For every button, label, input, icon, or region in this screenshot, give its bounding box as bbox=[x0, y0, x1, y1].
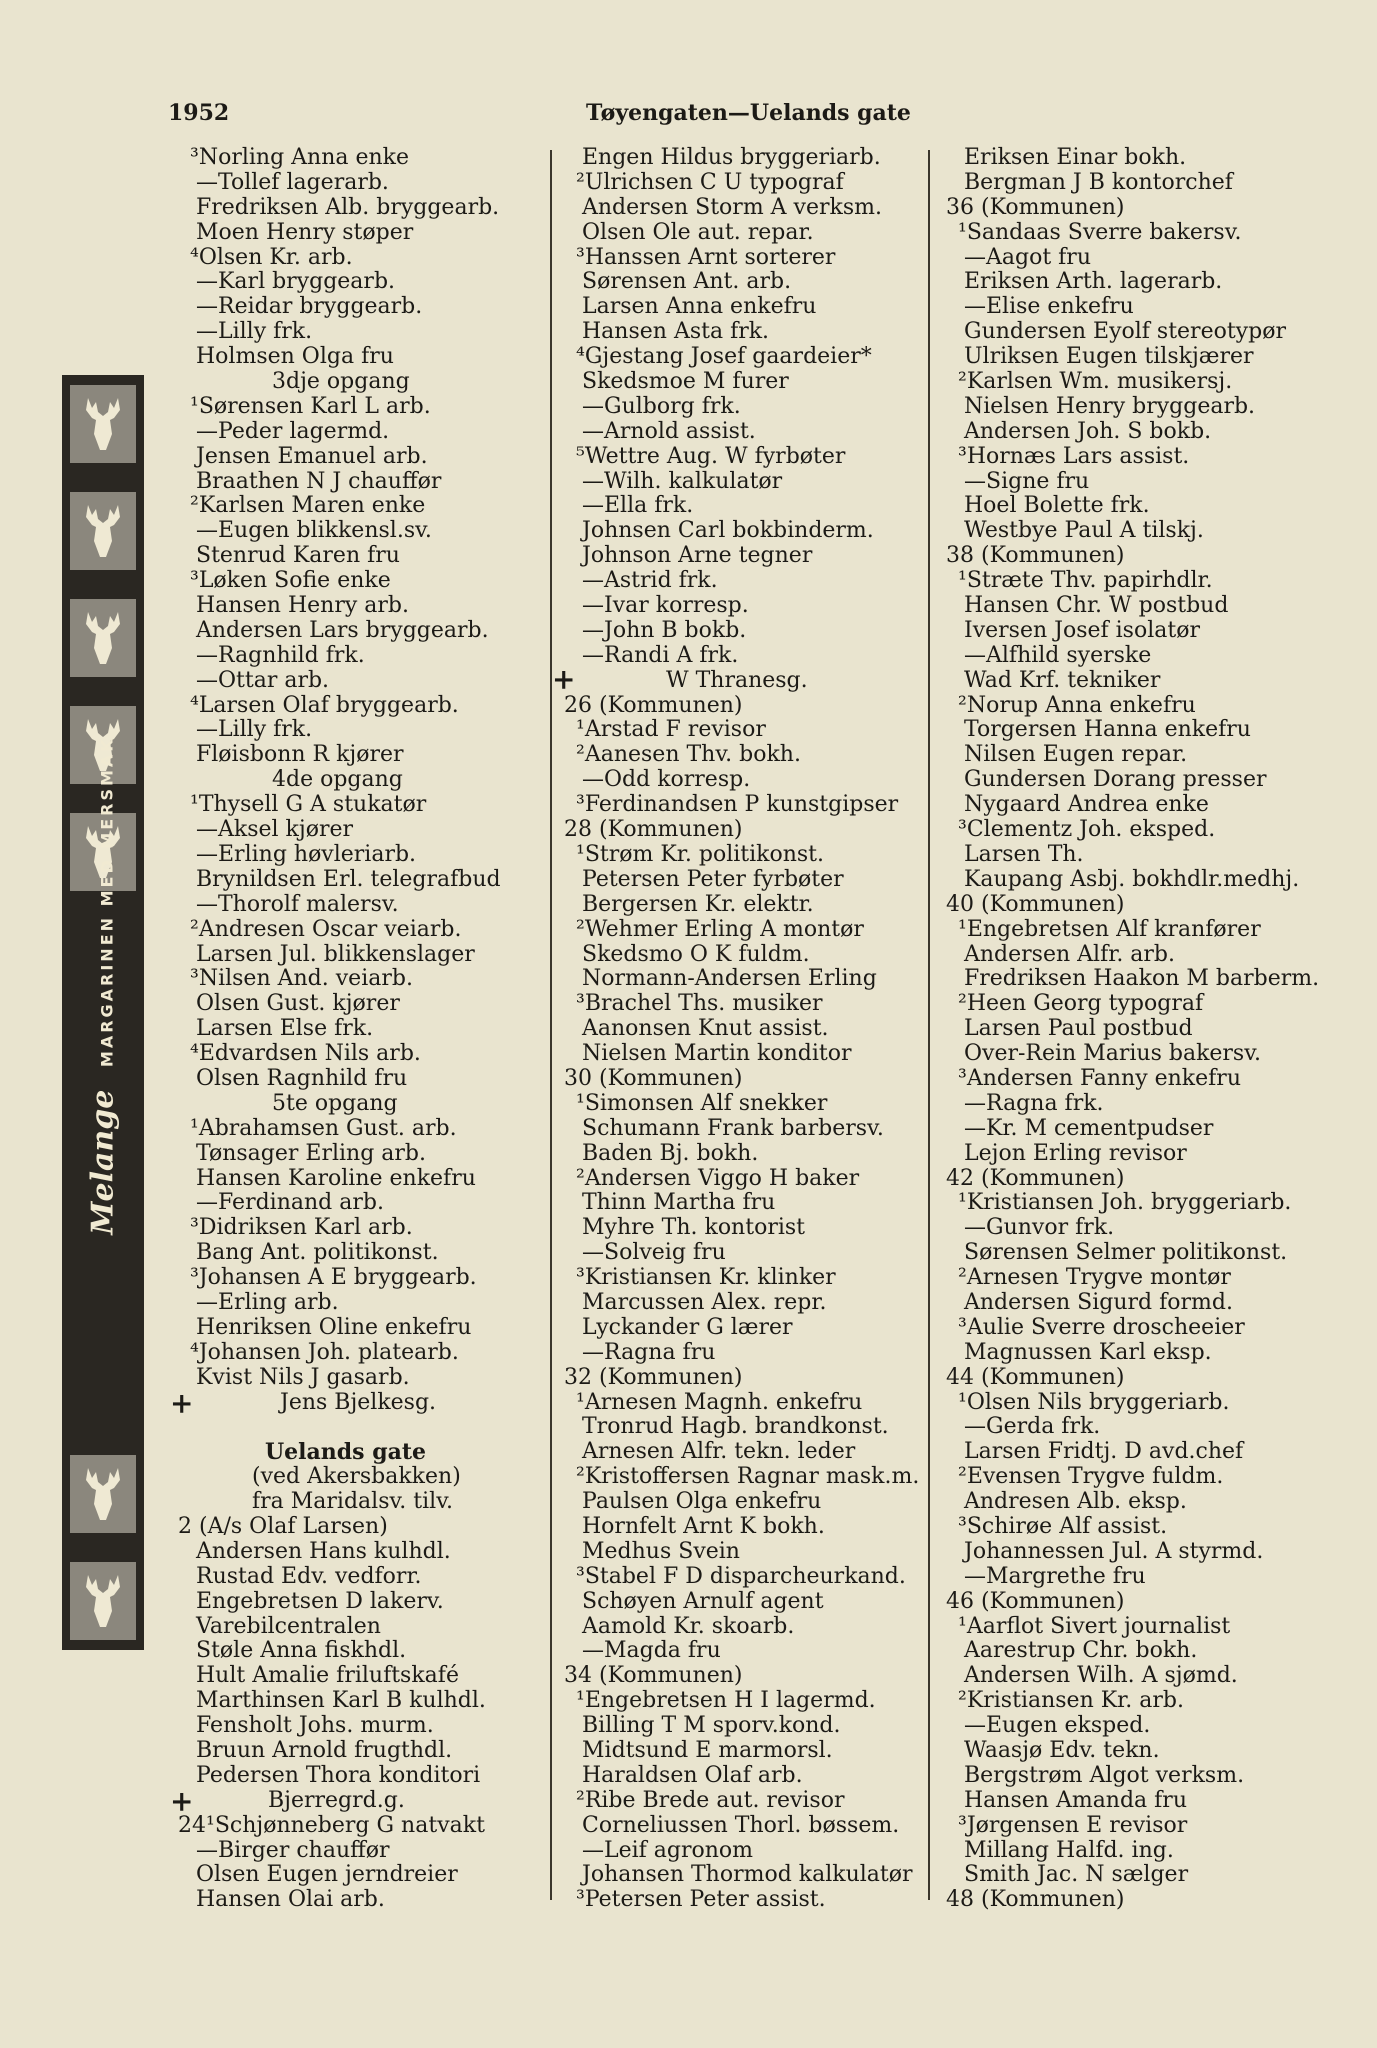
list-item: Sørensen Selmer politikonst. bbox=[964, 1240, 1288, 1266]
list-item: Petersen Peter fyrbøter bbox=[582, 866, 844, 892]
list-item: Johnson Arne tegner bbox=[582, 543, 813, 569]
list-item: Tønsager Erling arb. bbox=[196, 1140, 427, 1166]
list-item: Johnsen Carl bokbinderm. bbox=[582, 518, 874, 544]
list-item: ²Norup Anna enkefru bbox=[958, 692, 1196, 718]
list-item: ¹Thysell G A stukatør bbox=[190, 792, 427, 818]
list-item: ¹Aarflot Sivert journalist bbox=[958, 1613, 1231, 1639]
deer-head-icon bbox=[70, 1562, 136, 1640]
list-item: Støle Anna fiskhdl. bbox=[196, 1638, 407, 1664]
list-item: Bruun Arnold frugthdl. bbox=[196, 1738, 453, 1763]
list-item: —Kr. M cementpudser bbox=[964, 1115, 1214, 1141]
list-item: Stenrud Karen fru bbox=[196, 543, 400, 569]
list-item: ⁵Wettre Aug. W fyrbøter bbox=[576, 443, 846, 469]
list-item: ⁴Edvardsen Nils arb. bbox=[190, 1041, 421, 1067]
list-item: —Aksel kjører bbox=[196, 817, 354, 843]
list-item: Millang Halfd. ing. bbox=[964, 1837, 1174, 1863]
list-item: ³Nilsen And. veiarb. bbox=[190, 966, 413, 992]
list-item: Jensen Emanuel arb. bbox=[196, 443, 428, 469]
cross-street-label: Jens Bjelkesg. bbox=[280, 1389, 437, 1415]
deer-head-icon bbox=[70, 385, 136, 463]
list-item: Andersen Joh. S bokb. bbox=[964, 418, 1212, 444]
running-head: Tøyengaten—Uelands gate bbox=[586, 100, 911, 126]
column-divider bbox=[550, 150, 552, 1900]
list-item: —Solveig fru bbox=[582, 1240, 726, 1266]
list-item: Ulriksen Eugen tilskjærer bbox=[964, 344, 1254, 370]
list-item: Larsen Jul. blikkenslager bbox=[196, 941, 475, 967]
list-item: Larsen Anna enkefru bbox=[582, 294, 817, 320]
list-item: ¹Stræte Thv. papirhdlr. bbox=[958, 568, 1213, 594]
list-item: —Ragnhild frk. bbox=[196, 642, 365, 668]
list-item: Johansen Thormod kalkulatør bbox=[582, 1862, 913, 1888]
list-item: Schøyen Arnulf agent bbox=[582, 1588, 824, 1614]
list-item: —Ella frk. bbox=[582, 493, 694, 519]
list-item: ³Didriksen Karl arb. bbox=[190, 1215, 413, 1241]
list-item: —Signe fru bbox=[964, 468, 1090, 494]
list-item: ¹Engebretsen H I lagermd. bbox=[576, 1688, 876, 1714]
list-item: ³Hanssen Arnt sorterer bbox=[576, 244, 836, 270]
list-item: —Eugen blikkensl.sv. bbox=[196, 518, 432, 544]
list-item: Brynildsen Erl. telegrafbud bbox=[196, 866, 501, 892]
building-number: 40 (Kommunen) bbox=[946, 891, 1125, 917]
list-item: ³Jørgensen E revisor bbox=[958, 1812, 1188, 1838]
list-item: ³Schirøe Alf assist. bbox=[958, 1513, 1168, 1539]
list-item: Bang Ant. politikonst. bbox=[196, 1240, 439, 1266]
list-item: ²Heen Georg typograf bbox=[958, 991, 1204, 1017]
building-number: 30 (Kommunen) bbox=[564, 1065, 743, 1091]
list-item: Fløisbonn R kjører bbox=[196, 742, 404, 768]
list-item: —Gerda frk. bbox=[964, 1414, 1101, 1440]
list-item: Kaupang Asbj. bokhdlr.medhj. bbox=[964, 866, 1300, 892]
list-item: Larsen Else frk. bbox=[196, 1016, 374, 1042]
list-item: Hansen Amanda fru bbox=[964, 1787, 1187, 1813]
building-number: 42 (Kommunen) bbox=[946, 1165, 1125, 1191]
list-item: Bergman J B kontorchef bbox=[964, 169, 1233, 195]
street-note: fra Maridalsv. tilv. bbox=[252, 1489, 454, 1515]
list-item: ¹Sandaas Sverre bakersv. bbox=[958, 219, 1242, 245]
list-item: Olsen Ole aut. repar. bbox=[582, 219, 814, 245]
list-item: Schumann Frank barbersv. bbox=[582, 1115, 884, 1141]
deer-head-icon bbox=[70, 1455, 136, 1533]
directory-column-1 bbox=[178, 145, 545, 1913]
list-item: Lejon Erling revisor bbox=[964, 1140, 1187, 1166]
list-item: —Birger chauffør bbox=[196, 1837, 390, 1863]
list-item: Marthinsen Karl B kulhdl. bbox=[196, 1688, 486, 1714]
building-number: 28 (Kommunen) bbox=[564, 817, 743, 843]
list-item: —Arnold assist. bbox=[582, 418, 756, 444]
list-item: Nielsen Martin konditor bbox=[582, 1041, 852, 1067]
list-item: ³Petersen Peter assist. bbox=[576, 1887, 826, 1913]
list-item: ³Kristiansen Kr. klinker bbox=[576, 1265, 836, 1291]
list-item: ³Brachel Ths. musiker bbox=[576, 991, 823, 1017]
list-item: Waasjø Edv. tekn. bbox=[964, 1738, 1160, 1763]
list-item: —Ferdinand arb. bbox=[196, 1190, 384, 1216]
list-item: Braathen N J chauffør bbox=[196, 468, 442, 494]
list-item: Engen Hildus bryggeriarb. bbox=[582, 145, 881, 170]
ad-brand: Melange bbox=[85, 1089, 121, 1235]
list-item: Moen Henry støper bbox=[196, 219, 414, 245]
cross-street-marker-icon: + bbox=[170, 1387, 194, 1420]
list-item: Aamold Kr. skoarb. bbox=[582, 1613, 795, 1639]
list-item: ⁴Olsen Kr. arb. bbox=[190, 244, 353, 270]
list-item: ²Ribe Brede aut. revisor bbox=[576, 1787, 845, 1813]
building-number: 36 (Kommunen) bbox=[946, 194, 1125, 220]
list-item: Andersen Alfr. arb. bbox=[964, 941, 1176, 967]
building-number: 48 (Kommunen) bbox=[946, 1887, 1125, 1913]
section-heading: 5te opgang bbox=[272, 1090, 398, 1116]
list-item: ³Ferdinandsen P kunstgipser bbox=[576, 792, 899, 818]
deer-head-icon bbox=[70, 492, 136, 570]
cross-street-label: W Thranesg. bbox=[666, 667, 808, 693]
list-item: Eriksen Einar bokh. bbox=[964, 145, 1187, 170]
list-item: —Ragna frk. bbox=[964, 1090, 1104, 1116]
list-item: Lyckander G lærer bbox=[582, 1314, 793, 1340]
list-item: ³Johansen A E bryggearb. bbox=[190, 1265, 477, 1291]
ad-slogan: MARGARINEN MED MERSMAK bbox=[97, 735, 117, 1067]
list-item: Aanonsen Knut assist. bbox=[582, 1016, 829, 1042]
section-heading: 4de opgang bbox=[272, 767, 403, 793]
page-header bbox=[168, 100, 1268, 132]
list-item: ¹Olsen Nils bryggeriarb. bbox=[958, 1389, 1230, 1415]
list-item: Fredriksen Haakon M barberm. bbox=[964, 966, 1320, 992]
list-item: Hansen Karoline enkefru bbox=[196, 1165, 476, 1191]
list-item: Aarestrup Chr. bokh. bbox=[964, 1638, 1198, 1664]
list-item: Iversen Josef isolatør bbox=[964, 617, 1200, 643]
cross-street-label: Bjerregrd.g. bbox=[268, 1787, 405, 1813]
list-item: —Karl bryggearb. bbox=[196, 269, 396, 295]
list-item: Paulsen Olga enkefru bbox=[582, 1489, 822, 1515]
building-number: 32 (Kommunen) bbox=[564, 1364, 743, 1390]
list-item: Varebilcentralen bbox=[196, 1613, 381, 1639]
section-heading: 3dje opgang bbox=[272, 369, 410, 395]
list-item: —Alfhild syerske bbox=[964, 642, 1152, 668]
building-number: 34 (Kommunen) bbox=[564, 1663, 743, 1689]
deer-head-icon bbox=[70, 599, 136, 677]
list-item: Holmsen Olga fru bbox=[196, 344, 394, 370]
list-item: Skedsmoe M furer bbox=[582, 369, 789, 395]
list-item: —Elise enkefru bbox=[964, 294, 1134, 320]
building-number: 46 (Kommunen) bbox=[946, 1588, 1125, 1614]
building-number: 24¹Schjønneberg G natvakt bbox=[178, 1812, 485, 1838]
spacer bbox=[190, 1415, 545, 1440]
page-number: 1952 bbox=[168, 100, 230, 126]
street-note: (ved Akersbakken) bbox=[252, 1464, 461, 1490]
list-item: —Ottar arb. bbox=[196, 667, 330, 693]
list-item: ¹Kristiansen Joh. bryggeriarb. bbox=[958, 1190, 1292, 1216]
list-item: ²Aanesen Thv. bokh. bbox=[576, 742, 801, 768]
list-item: ¹Strøm Kr. politikonst. bbox=[576, 841, 825, 867]
list-item: Corneliussen Thorl. bøssem. bbox=[582, 1812, 900, 1838]
list-item: Arnesen Alfr. tekn. leder bbox=[582, 1439, 856, 1465]
list-item: Baden Bj. bokh. bbox=[582, 1140, 759, 1166]
list-item: ²Karlsen Maren enke bbox=[190, 493, 426, 519]
cross-street-marker-icon: + bbox=[170, 1785, 194, 1818]
list-item: Sørensen Ant. arb. bbox=[582, 269, 792, 295]
list-item: ²Evensen Trygve fuldm. bbox=[958, 1464, 1224, 1490]
list-item: Engebretsen D lakerv. bbox=[196, 1588, 444, 1614]
directory-column-2 bbox=[564, 145, 931, 1913]
list-item: —Ragna fru bbox=[582, 1339, 716, 1365]
list-item: —Thorolf malersv. bbox=[196, 891, 399, 917]
list-item: ¹Sørensen Karl L arb. bbox=[190, 393, 431, 419]
list-item: Larsen Paul postbud bbox=[964, 1016, 1193, 1042]
list-item: —Gunvor frk. bbox=[964, 1215, 1115, 1241]
list-item: Billing T M sporv.kond. bbox=[582, 1713, 841, 1739]
list-item: Nygaard Andrea enke bbox=[964, 792, 1209, 818]
list-item: ²Andersen Viggo H baker bbox=[576, 1165, 860, 1191]
list-item: —Erling arb. bbox=[196, 1289, 339, 1315]
list-item: ⁴Larsen Olaf bryggearb. bbox=[190, 692, 459, 718]
list-item: ²Kristiansen Kr. arb. bbox=[958, 1688, 1184, 1714]
list-item: —Lilly frk. bbox=[196, 319, 313, 345]
list-item: —Margrethe fru bbox=[964, 1563, 1146, 1589]
list-item: Hornfelt Arnt K bokh. bbox=[582, 1513, 825, 1539]
list-item: —Eugen eksped. bbox=[964, 1713, 1151, 1739]
list-item: Andresen Alb. eksp. bbox=[964, 1489, 1187, 1515]
street-heading: Uelands gate bbox=[265, 1439, 427, 1466]
list-item: —Astrid frk. bbox=[582, 568, 718, 594]
list-item: ⁴Johansen Joh. platearb. bbox=[190, 1339, 459, 1365]
list-item: Eriksen Arth. lagerarb. bbox=[964, 269, 1223, 295]
list-item: Olsen Eugen jerndreier bbox=[196, 1862, 458, 1888]
list-item: Hult Amalie friluftskafé bbox=[196, 1663, 459, 1689]
list-item: —Magda fru bbox=[582, 1638, 721, 1664]
list-item: ³Andersen Fanny enkefru bbox=[958, 1065, 1241, 1091]
list-item: Magnussen Karl eksp. bbox=[964, 1339, 1212, 1365]
building-number: 26 (Kommunen) bbox=[564, 692, 743, 718]
building-number: 38 (Kommunen) bbox=[946, 543, 1125, 569]
advertisement-text bbox=[62, 735, 144, 1235]
list-item: —Gulborg frk. bbox=[582, 393, 741, 419]
list-item: Fredriksen Alb. bryggearb. bbox=[196, 194, 500, 220]
list-item: —Reidar bryggearb. bbox=[196, 294, 423, 320]
list-item: Marcussen Alex. repr. bbox=[582, 1289, 827, 1315]
list-item: Bergersen Kr. elektr. bbox=[582, 891, 814, 917]
list-item: —Leif agronom bbox=[582, 1837, 754, 1863]
list-item: Gundersen Dorang presser bbox=[964, 767, 1267, 793]
list-item: Andersen Hans kulhdl. bbox=[196, 1538, 451, 1564]
list-item: ³Stabel F D disparcheurkand. bbox=[576, 1563, 906, 1589]
list-item: Andersen Lars bryggearb. bbox=[196, 617, 489, 643]
list-item: ⁴Gjestang Josef gaardeier* bbox=[576, 344, 872, 370]
list-item: Andersen Storm A verksm. bbox=[582, 194, 882, 220]
list-item: Hansen Chr. W postbud bbox=[964, 593, 1229, 619]
list-item: Johannessen Jul. A styrmd. bbox=[964, 1538, 1264, 1564]
list-item: ²Kristoffersen Ragnar mask.m. bbox=[576, 1464, 920, 1490]
list-item: Andersen Sigurd formd. bbox=[964, 1289, 1233, 1315]
list-item: ³Clementz Joh. eksped. bbox=[958, 817, 1216, 843]
list-item: ¹Engebretsen Alf kranfører bbox=[958, 916, 1261, 942]
list-item: Larsen Fridtj. D avd.chef bbox=[964, 1439, 1244, 1465]
list-item: Hoel Bolette frk. bbox=[964, 493, 1150, 519]
list-item: ³Løken Sofie enke bbox=[190, 568, 391, 594]
list-item: ²Karlsen Wm. musikersj. bbox=[958, 369, 1233, 395]
list-item: Hansen Olai arb. bbox=[196, 1887, 385, 1913]
list-item: ³Norling Anna enke bbox=[190, 145, 410, 170]
list-item: Haraldsen Olaf arb. bbox=[582, 1762, 803, 1788]
list-item: Nielsen Henry bryggearb. bbox=[964, 393, 1256, 419]
list-item: Midtsund E marmorsl. bbox=[582, 1738, 833, 1763]
list-item: Nilsen Eugen repar. bbox=[964, 742, 1188, 768]
list-item: —Tollef lagerarb. bbox=[196, 169, 389, 195]
list-item: —Odd korresp. bbox=[582, 767, 751, 793]
list-item: ¹Arnesen Magnh. enkefru bbox=[576, 1389, 863, 1415]
list-item: Over-Rein Marius bakersv. bbox=[964, 1041, 1262, 1067]
list-item: —John B bokb. bbox=[582, 617, 747, 643]
list-item: Torgersen Hanna enkefru bbox=[964, 717, 1251, 743]
list-item: Hansen Henry arb. bbox=[196, 593, 409, 619]
list-item: Myhre Th. kontorist bbox=[582, 1215, 805, 1241]
list-item: Rustad Edv. vedforr. bbox=[196, 1563, 422, 1589]
list-item: Hansen Asta frk. bbox=[582, 319, 770, 345]
cross-street-marker-icon: + bbox=[552, 663, 576, 696]
list-item: Smith Jac. N sælger bbox=[964, 1862, 1189, 1888]
list-item: Olsen Gust. kjører bbox=[196, 991, 400, 1017]
list-item: ²Andresen Oscar veiarb. bbox=[190, 916, 462, 942]
list-item: —Erling høvleriarb. bbox=[196, 841, 417, 867]
list-item: Andersen Wilh. A sjømd. bbox=[964, 1663, 1238, 1689]
list-item: Skedsmo O K fuldm. bbox=[582, 941, 810, 967]
list-item: Olsen Ragnhild fru bbox=[196, 1065, 408, 1091]
list-item: Larsen Th. bbox=[964, 841, 1084, 867]
list-item: —Peder lagermd. bbox=[196, 418, 390, 444]
list-item: ²Wehmer Erling A montør bbox=[576, 916, 864, 942]
list-item: Westbye Paul A tilskj. bbox=[964, 518, 1204, 544]
list-item: Fensholt Johs. murm. bbox=[196, 1713, 434, 1739]
list-item: ¹Abrahamsen Gust. arb. bbox=[190, 1115, 457, 1141]
list-item: Henriksen Oline enkefru bbox=[196, 1314, 472, 1340]
list-item: ¹Simonsen Alf snekker bbox=[576, 1090, 828, 1116]
list-item: —Wilh. kalkulatør bbox=[582, 468, 783, 494]
list-item: —Ivar korresp. bbox=[582, 593, 749, 619]
list-item: Medhus Svein bbox=[582, 1538, 740, 1564]
list-item: Gundersen Eyolf stereotypør bbox=[964, 319, 1286, 345]
list-item: —Aagot fru bbox=[964, 244, 1091, 270]
building-number: 44 (Kommunen) bbox=[946, 1364, 1125, 1390]
list-item: ³Aulie Sverre droscheeier bbox=[958, 1314, 1245, 1340]
list-item: ³Hornæs Lars assist. bbox=[958, 443, 1190, 469]
building-number: 2 (A/s Olaf Larsen) bbox=[178, 1513, 388, 1539]
list-item: ²Ulrichsen C U typograf bbox=[576, 169, 844, 195]
list-item: ¹Arstad F revisor bbox=[576, 717, 766, 743]
list-item: Pedersen Thora konditori bbox=[196, 1762, 481, 1788]
directory-column-3 bbox=[946, 145, 1320, 1913]
list-item: Bergstrøm Algot verksm. bbox=[964, 1762, 1245, 1788]
list-item: Kvist Nils J gasarb. bbox=[196, 1364, 410, 1390]
list-item: —Lilly frk. bbox=[196, 717, 313, 743]
list-item: Wad Krf. tekniker bbox=[964, 667, 1161, 693]
list-item: Thinn Martha fru bbox=[582, 1190, 776, 1216]
list-item: Tronrud Hagb. brandkonst. bbox=[582, 1414, 889, 1440]
list-item: Normann-Andersen Erling bbox=[582, 966, 877, 992]
list-item: ²Arnesen Trygve montør bbox=[958, 1265, 1231, 1291]
list-item: —Randi A frk. bbox=[582, 642, 739, 668]
